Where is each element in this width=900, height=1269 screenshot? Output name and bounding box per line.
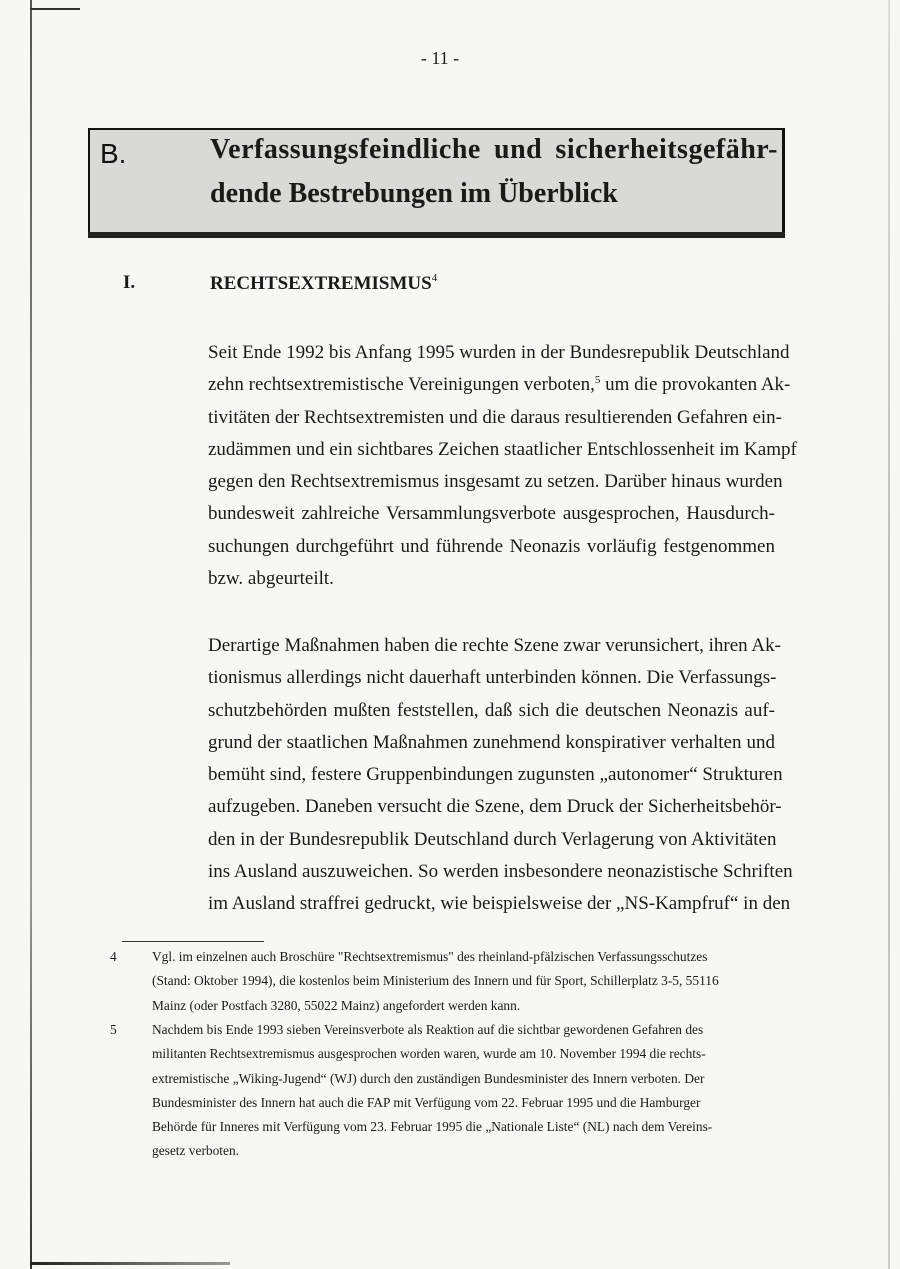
footnote-ref-4: 4 [431, 272, 438, 284]
section-number: I. [123, 272, 136, 293]
footnote-line: Bundesminister des Innern hat auch die FAP mit Verfügung vom 22. Februar 1995 und die Hamburger [152, 1094, 701, 1110]
footnote-number: 5 [110, 1022, 117, 1037]
chapter-heading-shadow [88, 232, 785, 238]
paragraph-line: Seit Ende 1992 bis Anfang 1995 wurden in der Bundesrepublik Deutschland [208, 342, 790, 363]
paragraph-line: gegen den Rechtsextremismus insgesamt zu setzen. Darüber hinaus wurden [208, 471, 783, 493]
paragraph-line: grund der staatlichen Maßnahmen zunehmend konspirativer verhalten und [208, 731, 775, 753]
chapter-title-word: sicherheitsgefähr- [555, 134, 778, 165]
footnote-4 [110, 945, 770, 1020]
footnote-line: (Stand: Oktober 1994), die kostenlos beim Ministerium des Innern und für Sport, Schillerplatz 3-5, 55116 [152, 973, 719, 989]
paragraph-line: ins Ausland auszuweichen. So werden insbesondere neonazistische Schriften [208, 861, 793, 883]
chapter-title-line-1 [210, 134, 778, 166]
scan-edge-bottom-corner [30, 1262, 230, 1265]
footnote-line: Nachdem bis Ende 1993 sieben Vereinsverbote als Reaktion auf die sichtbar gewordenen Gefahren des [152, 1022, 704, 1037]
chapter-letter: B. [100, 138, 127, 169]
paragraph-line [208, 369, 791, 401]
paragraph-line: aufzugeben. Daneben versucht die Szene, dem Druck der Sicherheitsbehör- [208, 796, 782, 818]
footnote-5 [110, 1018, 770, 1168]
footnote-line: Mainz (oder Postfach 3280, 55022 Mainz) angefordert werden kann. [152, 997, 521, 1013]
paragraph-line: tivitäten der Rechtsextremisten und die daraus resultierenden Gefahren ein- [208, 406, 782, 428]
chapter-title-line-2: dende Bestrebungen im Überblick [210, 178, 618, 209]
footnote-number: 4 [110, 949, 117, 964]
paragraph-line: im Ausland straffrei gedruckt, wie beispielsweise der „NS-Kampfruf“ in den [208, 893, 791, 915]
footnote-ref-5: 5 [594, 374, 601, 387]
chapter-title-word: Verfassungsfeindliche [210, 134, 481, 165]
paragraph-line: zudämmen und ein sichtbares Zeichen staatlicher Entschlossenheit im Kampf [208, 438, 797, 460]
scan-edge-left [30, 0, 32, 1269]
scan-edge-right [888, 0, 890, 1269]
paragraph-line: bzw. abgeurteilt. [208, 568, 334, 590]
paragraph-line: den in der Bundesrepublik Deutschland durch Verlagerung von Aktivitäten [208, 828, 777, 850]
paragraph-1 [208, 337, 797, 595]
paragraph-line: schutzbehörden mußten feststellen, daß sich die deutschen Neonazis auf- [208, 699, 775, 721]
footnote-line: militanten Rechtsextremismus ausgesprochen worden waren, wurde am 10. November 1994 die rechts- [152, 1046, 706, 1062]
chapter-heading-box [88, 128, 785, 234]
page-number: - 11 - [420, 48, 460, 68]
paragraph-line: suchungen durchgeführt und führende Neonazis vorläufig festgenommen [208, 535, 775, 557]
paragraph-line: bemüht sind, festere Gruppenbindungen zugunsten „autonomer“ Strukturen [208, 764, 783, 786]
section-title [210, 272, 437, 295]
paragraph-line: Derartige Maßnahmen haben die rechte Szene zwar verunsichert, ihren Ak- [208, 635, 781, 656]
footnote-line: extremistische „Wiking-Jugend“ (WJ) durch den zuständigen Bundesminister des Innern verboten. Der [152, 1070, 705, 1086]
paragraph-2 [208, 630, 793, 921]
footnote-line: gesetz verboten. [152, 1143, 239, 1159]
footnote-body [152, 945, 778, 1018]
chapter-title-word: und [494, 134, 543, 165]
paragraph-line-part: um die provokanten Ak- [605, 374, 791, 396]
footnote-separator [122, 941, 264, 942]
paragraph-line: tionismus allerdings nicht dauerhaft unterbinden können. Die Verfassungs- [208, 667, 777, 689]
footnote-line: Behörde für Inneres mit Verfügung vom 23. Februar 1995 die „Nationale Liste“ (NL) nach dem Vereins- [152, 1119, 713, 1135]
section-title-text: RECHTSEXTREMISMUS [210, 273, 432, 294]
footnote-body [152, 1018, 778, 1164]
paragraph-line-part: zehn rechtsextremistische Vereinigungen verboten, [208, 374, 595, 396]
footnote-line: Vgl. im einzelnen auch Broschüre "Rechtsextremismus" des rheinland-pfälzischen Verfassungsschutzes [152, 949, 708, 964]
scan-edge-top-corner [30, 8, 80, 10]
paragraph-line: bundesweit zahlreiche Versammlungsverbote ausgesprochen, Hausdurch- [208, 503, 775, 525]
